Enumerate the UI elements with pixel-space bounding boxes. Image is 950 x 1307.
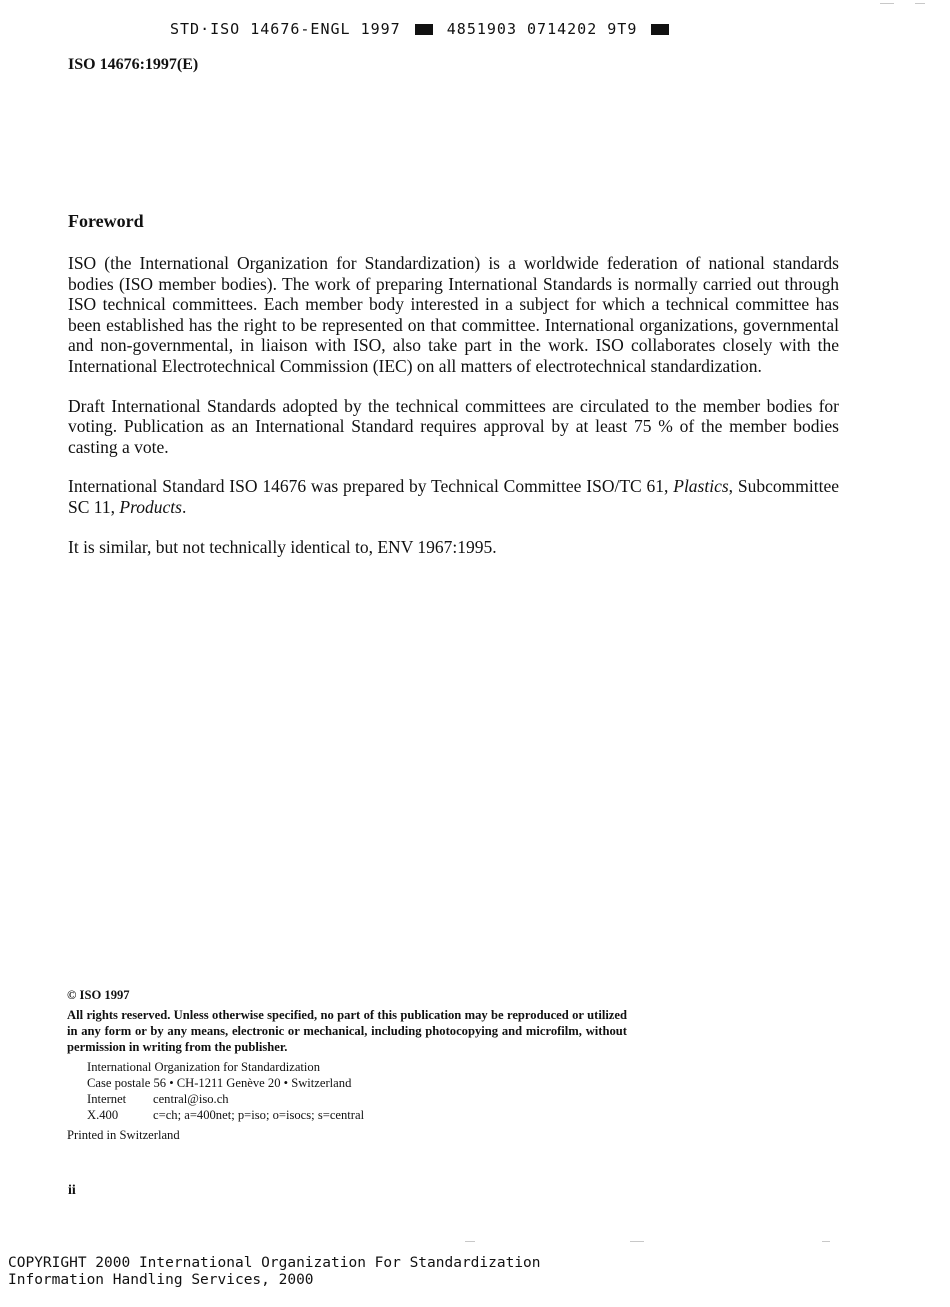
foreword-paragraph: ISO (the International Organization for Standardization) is a worldwide federation of national standards bodies (ISO member bodies). The work of preparing International Standards is normally carried out through ISO technical committees. Each member body interested in a subject for which a technical committee has been established has the right to be represented on that committee. International organizations, governmental and non-governmental, in liaison with ISO, also take part in the work. ISO collaborates closely with the International Electrotechnical Commission (IEC) on all matters of electrotechnical standardization. xyxy=(68,253,839,376)
scan-artifact xyxy=(822,1241,830,1242)
x400-value: c=ch; a=400net; p=iso; o=isocs; s=central xyxy=(153,1108,365,1122)
printed-in: Printed in Switzerland xyxy=(67,1128,180,1142)
stamp-black-bar-end xyxy=(651,24,669,35)
prepared-by-paragraph xyxy=(68,476,839,517)
internet-label: Internet xyxy=(87,1092,127,1106)
prepared-by-middle: , Subcommittee SC 11, xyxy=(68,476,839,517)
document-id: ISO 14676:1997(E) xyxy=(68,56,199,73)
sc-title: Products xyxy=(119,496,182,517)
foreword-heading: Foreword xyxy=(68,211,144,231)
publisher-postal: Case postale 56 • CH-1211 Genève 20 • Switzerland xyxy=(87,1076,352,1090)
prepared-by-prefix: International Standard ISO 14676 was prepared by Technical Committee ISO/TC 61, xyxy=(68,476,674,497)
copyright-block xyxy=(67,987,627,1143)
tc-title: Plastics xyxy=(673,476,729,497)
footer-line-1: COPYRIGHT 2000 International Organization For Standardization xyxy=(8,1255,541,1271)
scan-artifact xyxy=(630,1241,644,1242)
publisher-x400 xyxy=(87,1107,627,1123)
internet-value: central@iso.ch xyxy=(153,1092,229,1106)
prepared-by-suffix: . xyxy=(181,496,187,517)
similarity-paragraph: It is similar, but not technically identical to, ENV 1967:1995. xyxy=(68,536,497,557)
scan-artifact xyxy=(880,3,894,4)
stamp-middle-text: 4851903 0714202 9T9 xyxy=(446,20,638,38)
scan-artifact xyxy=(465,1241,475,1242)
publisher-address xyxy=(67,1059,627,1123)
publisher-internet xyxy=(87,1091,627,1107)
document-stamp-line xyxy=(170,20,770,40)
rights-statement: All rights reserved. Unless otherwise specified, no part of this publication may be reproduced or utilized in any form or by any means, electronic or mechanical, including photocopying and microfilm, without permission in writing from the publisher. xyxy=(67,1008,627,1054)
copyright-notice: © ISO 1997 xyxy=(67,988,130,1002)
stamp-left-text: STD·ISO 14676-ENGL 1997 xyxy=(170,20,401,38)
footer-line-2: Information Handling Services, 2000 xyxy=(8,1272,314,1288)
publisher-organization: International Organization for Standardization xyxy=(87,1060,321,1074)
x400-label: X.400 xyxy=(87,1108,119,1122)
scan-artifact xyxy=(915,3,925,4)
stamp-black-bar xyxy=(415,24,433,35)
copyright-footer xyxy=(8,1255,541,1289)
foreword-paragraph: Draft International Standards adopted by the technical committees are circulated to the member bodies for voting. Publication as an International Standard requires approval by at least 75 % of the member bodies casting a vote. xyxy=(68,395,839,457)
foreword-body xyxy=(68,253,839,557)
page-number: ii xyxy=(68,1183,76,1198)
